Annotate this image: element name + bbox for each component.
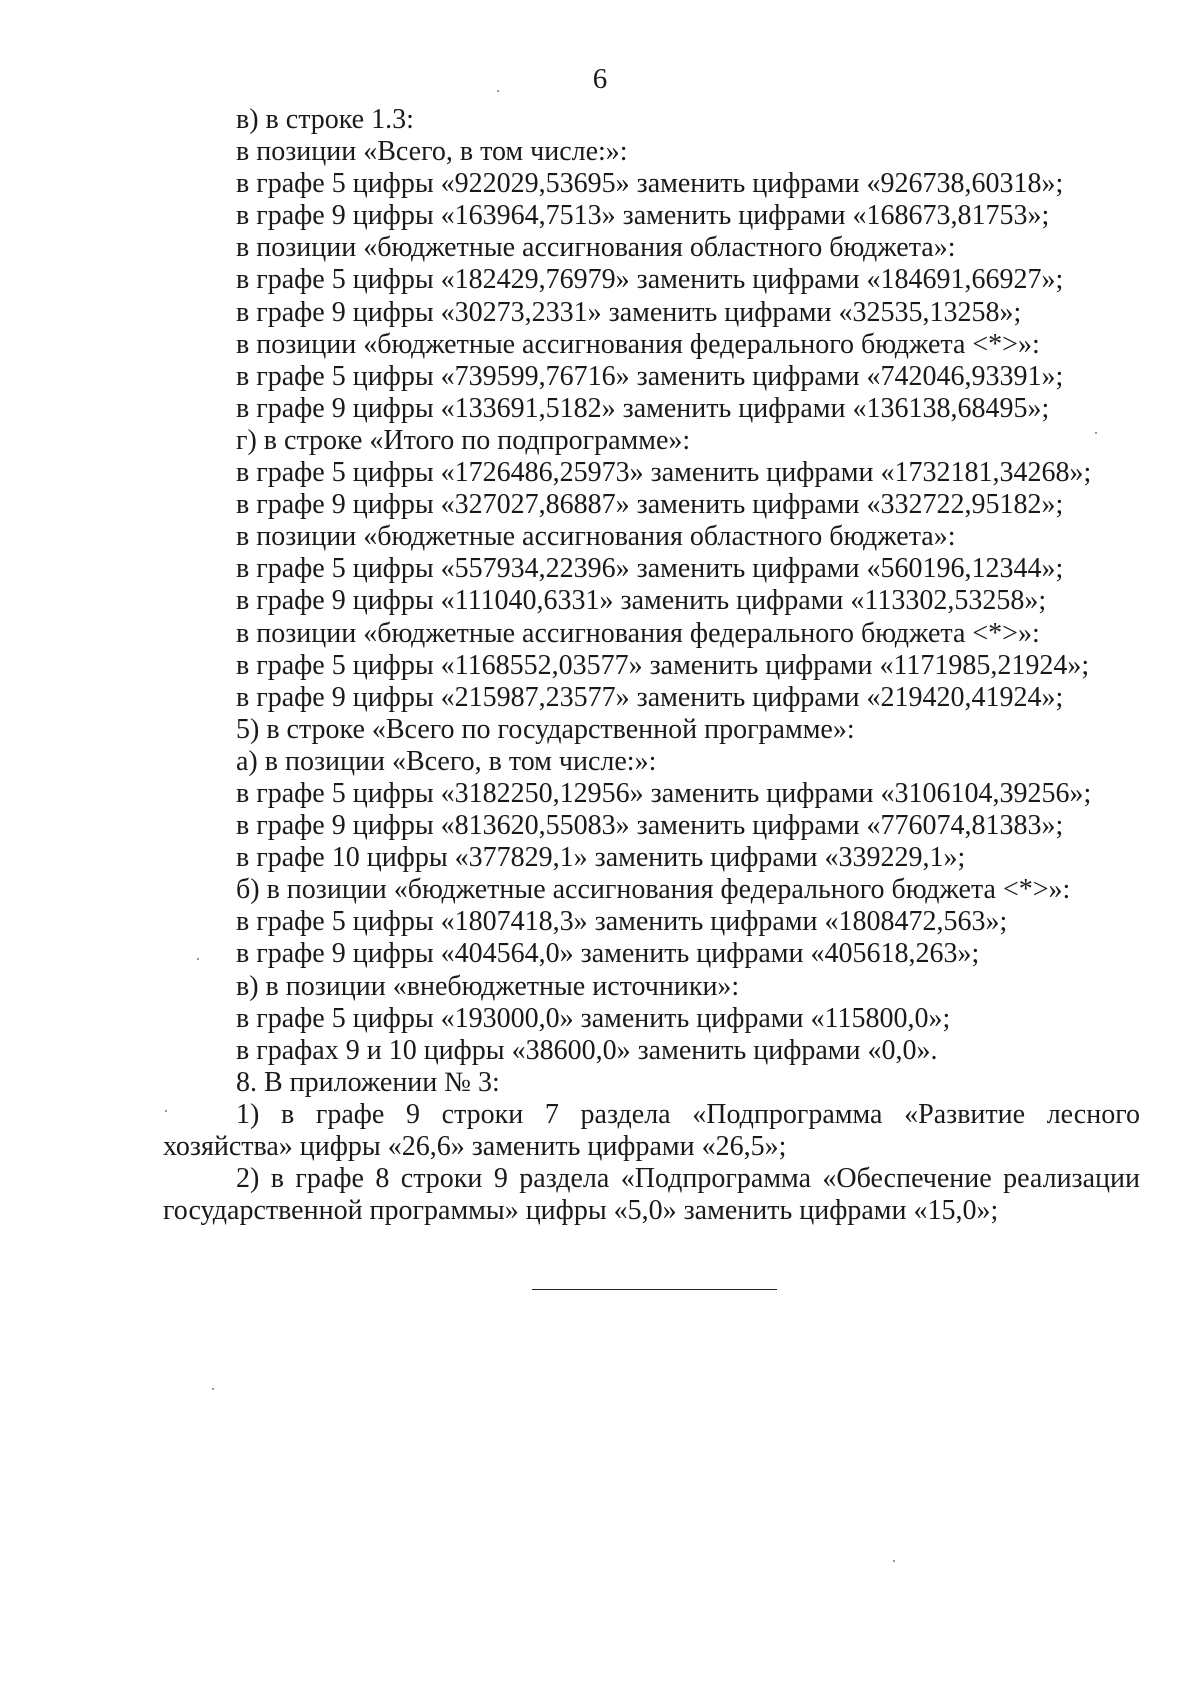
text-line: в графе 9 цифры «813620,55083» заменить цифрами «776074,81383»;: [236, 810, 1064, 842]
text-line: в графе 5 цифры «557934,22396» заменить цифрами «560196,12344»;: [236, 553, 1064, 585]
text-line: в графе 9 цифры «215987,23577» заменить цифрами «219420,41924»;: [236, 681, 1064, 713]
text-line: в графе 9 цифры «133691,5182» заменить цифрами «136138,68495»;: [236, 392, 1050, 424]
appendix-paragraphs: [163, 1099, 1140, 1227]
scan-speck: [165, 1110, 167, 1112]
scan-speck: [212, 1388, 214, 1390]
scan-speck: [197, 958, 199, 960]
text-line: в графе 9 цифры «327027,86887» заменить цифрами «332722,95182»;: [236, 489, 1064, 521]
text-line: в графе 5 цифры «3182250,12956» заменить цифрами «3106104,39256»;: [236, 777, 1092, 809]
text-line: в графе 9 цифры «404564,0» заменить цифрами «405618,263»;: [236, 938, 980, 970]
scan-speck: [497, 90, 499, 92]
scan-speck: [893, 1560, 895, 1562]
text-line: в графе 5 цифры «922029,53695» заменить цифрами «926738,60318»;: [236, 168, 1064, 200]
text-line: а) в позиции «Всего, в том числе:»:: [236, 745, 657, 777]
text-line: 8. В приложении № 3:: [236, 1066, 500, 1098]
text-line: г) в строке «Итого по подпрограмме»:: [236, 424, 691, 456]
document-body: [236, 104, 1140, 1099]
text-line: в графе 5 цифры «1807418,3» заменить цифрами «1808472,563»;: [236, 906, 1008, 938]
text-line: 5) в строке «Всего по государственной программе»:: [236, 713, 855, 745]
text-line: в графах 9 и 10 цифры «38600,0» заменить цифрами «0,0».: [236, 1034, 938, 1066]
page-number: 6: [592, 63, 608, 95]
text-line: в графе 9 цифры «30273,2331» заменить цифрами «32535,13258»;: [236, 296, 1022, 328]
text-line: в позиции «бюджетные ассигнования областного бюджета»:: [236, 521, 956, 553]
text-line: в позиции «бюджетные ассигнования федерального бюджета <*>»:: [236, 617, 1040, 649]
text-line: в графе 5 цифры «182429,76979» заменить цифрами «184691,66927»;: [236, 264, 1064, 296]
text-line: в графе 10 цифры «377829,1» заменить цифрами «339229,1»;: [236, 842, 966, 874]
text-line: в графе 5 цифры «193000,0» заменить цифрами «115800,0»;: [236, 1002, 951, 1034]
appendix-paragraph: 1) в графе 9 строки 7 раздела «Подпрограмма «Развитие лесного хозяйства» цифры «26,6» заменить цифрами «26,5»;: [163, 1099, 1140, 1163]
text-line: в) в позиции «внебюджетные источники»:: [236, 970, 740, 1002]
appendix-paragraph: 2) в графе 8 строки 9 раздела «Подпрограмма «Обеспечение реализации государственной программы» цифры «5,0» заменить цифрами «15,0»;: [163, 1163, 1140, 1227]
text-line: в позиции «бюджетные ассигнования областного бюджета»:: [236, 232, 956, 264]
closing-divider-line: [532, 1289, 777, 1290]
text-line: в графе 5 цифры «1168552,03577» заменить цифрами «1171985,21924»;: [236, 649, 1090, 681]
text-line: в) в строке 1.3:: [236, 104, 414, 135]
text-line: в позиции «Всего, в том числе:»:: [236, 136, 628, 168]
text-line: в графе 5 цифры «739599,76716» заменить цифрами «742046,93391»;: [236, 360, 1064, 392]
text-line: в графе 5 цифры «1726486,25973» заменить цифрами «1732181,34268»;: [236, 457, 1092, 489]
text-line: в графе 9 цифры «163964,7513» заменить цифрами «168673,81753»;: [236, 200, 1050, 232]
scan-speck: [1095, 432, 1097, 434]
text-line: в графе 9 цифры «111040,6331» заменить цифрами «113302,53258»;: [236, 585, 1047, 617]
text-line: в позиции «бюджетные ассигнования федерального бюджета <*>»:: [236, 328, 1040, 360]
text-line: б) в позиции «бюджетные ассигнования федерального бюджета <*>»:: [236, 874, 1071, 906]
